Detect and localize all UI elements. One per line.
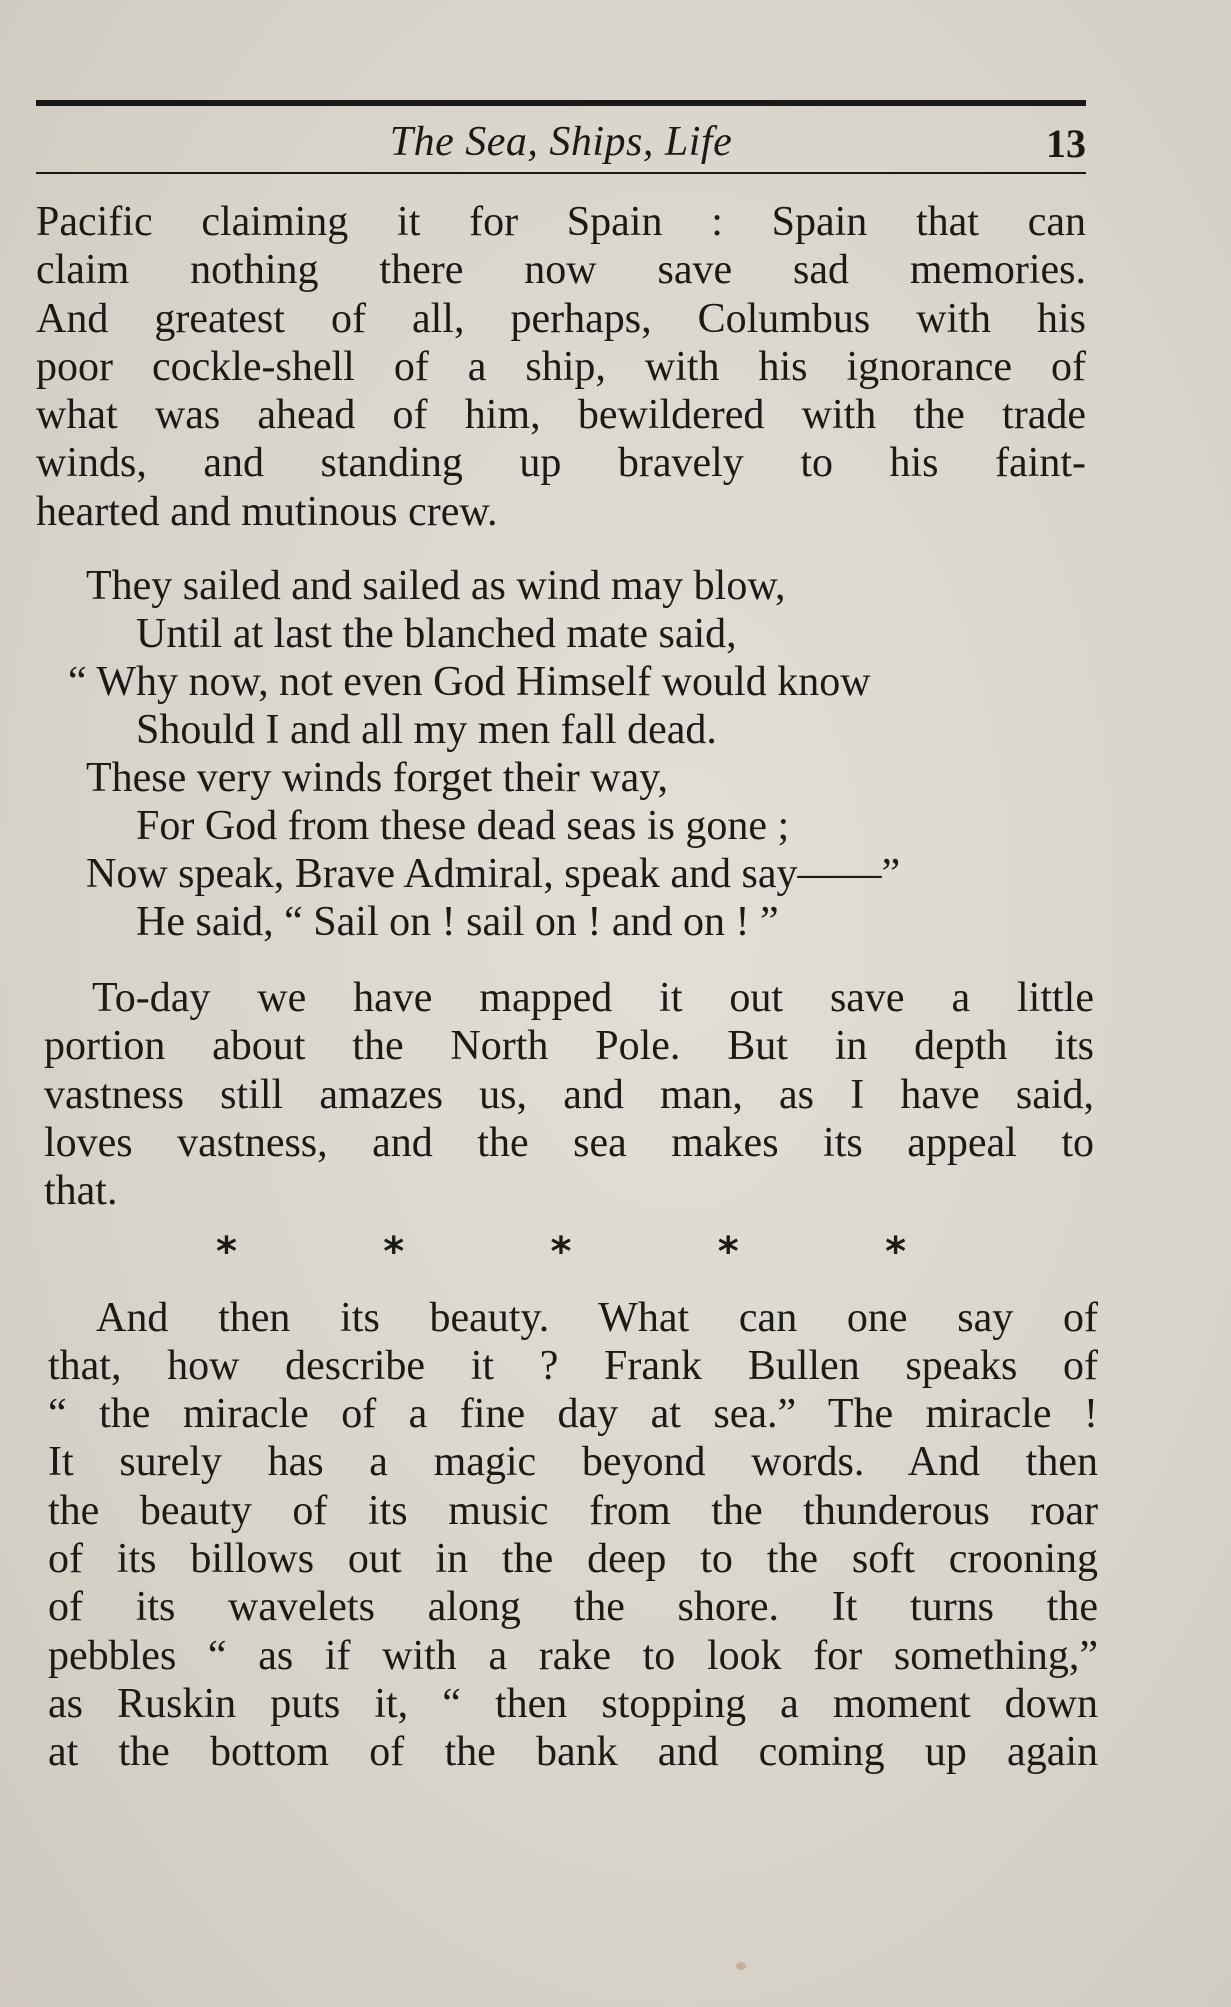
paragraph-columbus: [36, 198, 1086, 536]
text-line: vastness still amazes us, and man, as I have said,: [44, 1071, 1094, 1118]
poem-verse: [68, 562, 1086, 946]
text-line: of its wavelets along the shore. It turns the: [48, 1584, 1098, 1631]
text-line: pebbles “ as if with a rake to look for something,”: [48, 1632, 1098, 1679]
asterisk-icon: *: [717, 1228, 739, 1275]
book-page: [36, 100, 1098, 1777]
text-line: loves vastness, and the sea makes its appeal to: [44, 1119, 1094, 1166]
text-line: portion about the North Pole. But in depth its: [44, 1023, 1094, 1070]
paragraph-mapped: [44, 974, 1094, 1215]
verse-line: Should I and all my men fall dead.: [136, 707, 717, 754]
text-line: To-day we have mapped it out save a little: [92, 975, 1094, 1022]
text-line: winds, and standing up bravely to his faint-: [36, 440, 1086, 487]
asterisk-icon: *: [885, 1228, 906, 1275]
verse-line: For God from these dead seas is gone ;: [136, 803, 790, 850]
text-line: Pacific claiming it for Spain : Spain that can: [36, 199, 1086, 245]
text-line: what was ahead of him, bewildered with the trade: [36, 392, 1086, 439]
text-line: hearted and mutinous crew.: [36, 488, 498, 535]
page-number: 13: [1046, 121, 1086, 166]
text-line: at the bottom of the bank and coming up again: [48, 1729, 1098, 1776]
text-line: It surely has a magic beyond words. And then: [48, 1439, 1098, 1486]
paragraph-beauty: [48, 1294, 1098, 1777]
text-line: that.: [44, 1168, 118, 1215]
asterisk-icon: *: [216, 1228, 237, 1275]
text-line: poor cockle-shell of a ship, with his ignorance of: [36, 343, 1086, 390]
text-line: claim nothing there now save sad memories.: [36, 247, 1086, 294]
verse-line: These very winds forget their way,: [86, 755, 668, 802]
text-line: of its billows out in the deep to the soft crooning: [48, 1536, 1098, 1583]
text-line: “ the miracle of a fine day at sea.” The miracle !: [48, 1391, 1098, 1438]
section-separator: [216, 1226, 906, 1278]
text-line: as Ruskin puts it, “ then stopping a moment down: [48, 1680, 1098, 1727]
header-bottom-rule: [36, 172, 1086, 174]
verse-line: He said, “ Sail on ! sail on ! and on ! ”: [136, 899, 779, 946]
asterisk-icon: *: [383, 1228, 405, 1275]
verse-line: Now speak, Brave Admiral, speak and say——”: [86, 851, 901, 898]
running-title: The Sea, Ships, Life: [389, 119, 733, 165]
verse-line: “ Why now, not even God Himself would know: [68, 659, 871, 706]
text-line: And then its beauty. What can one say of: [96, 1294, 1098, 1341]
asterisk-icon: *: [550, 1228, 572, 1275]
paper-blemish: [736, 1962, 746, 1970]
text-line: that, how describe it ? Frank Bullen speaks of: [48, 1342, 1098, 1389]
running-head: [36, 106, 1086, 172]
text-line: And greatest of all, perhaps, Columbus with his: [36, 295, 1086, 342]
verse-line: They sailed and sailed as wind may blow,: [86, 563, 786, 610]
verse-line: Until at last the blanched mate said,: [136, 611, 737, 658]
text-line: the beauty of its music from the thunderous roar: [48, 1487, 1098, 1534]
